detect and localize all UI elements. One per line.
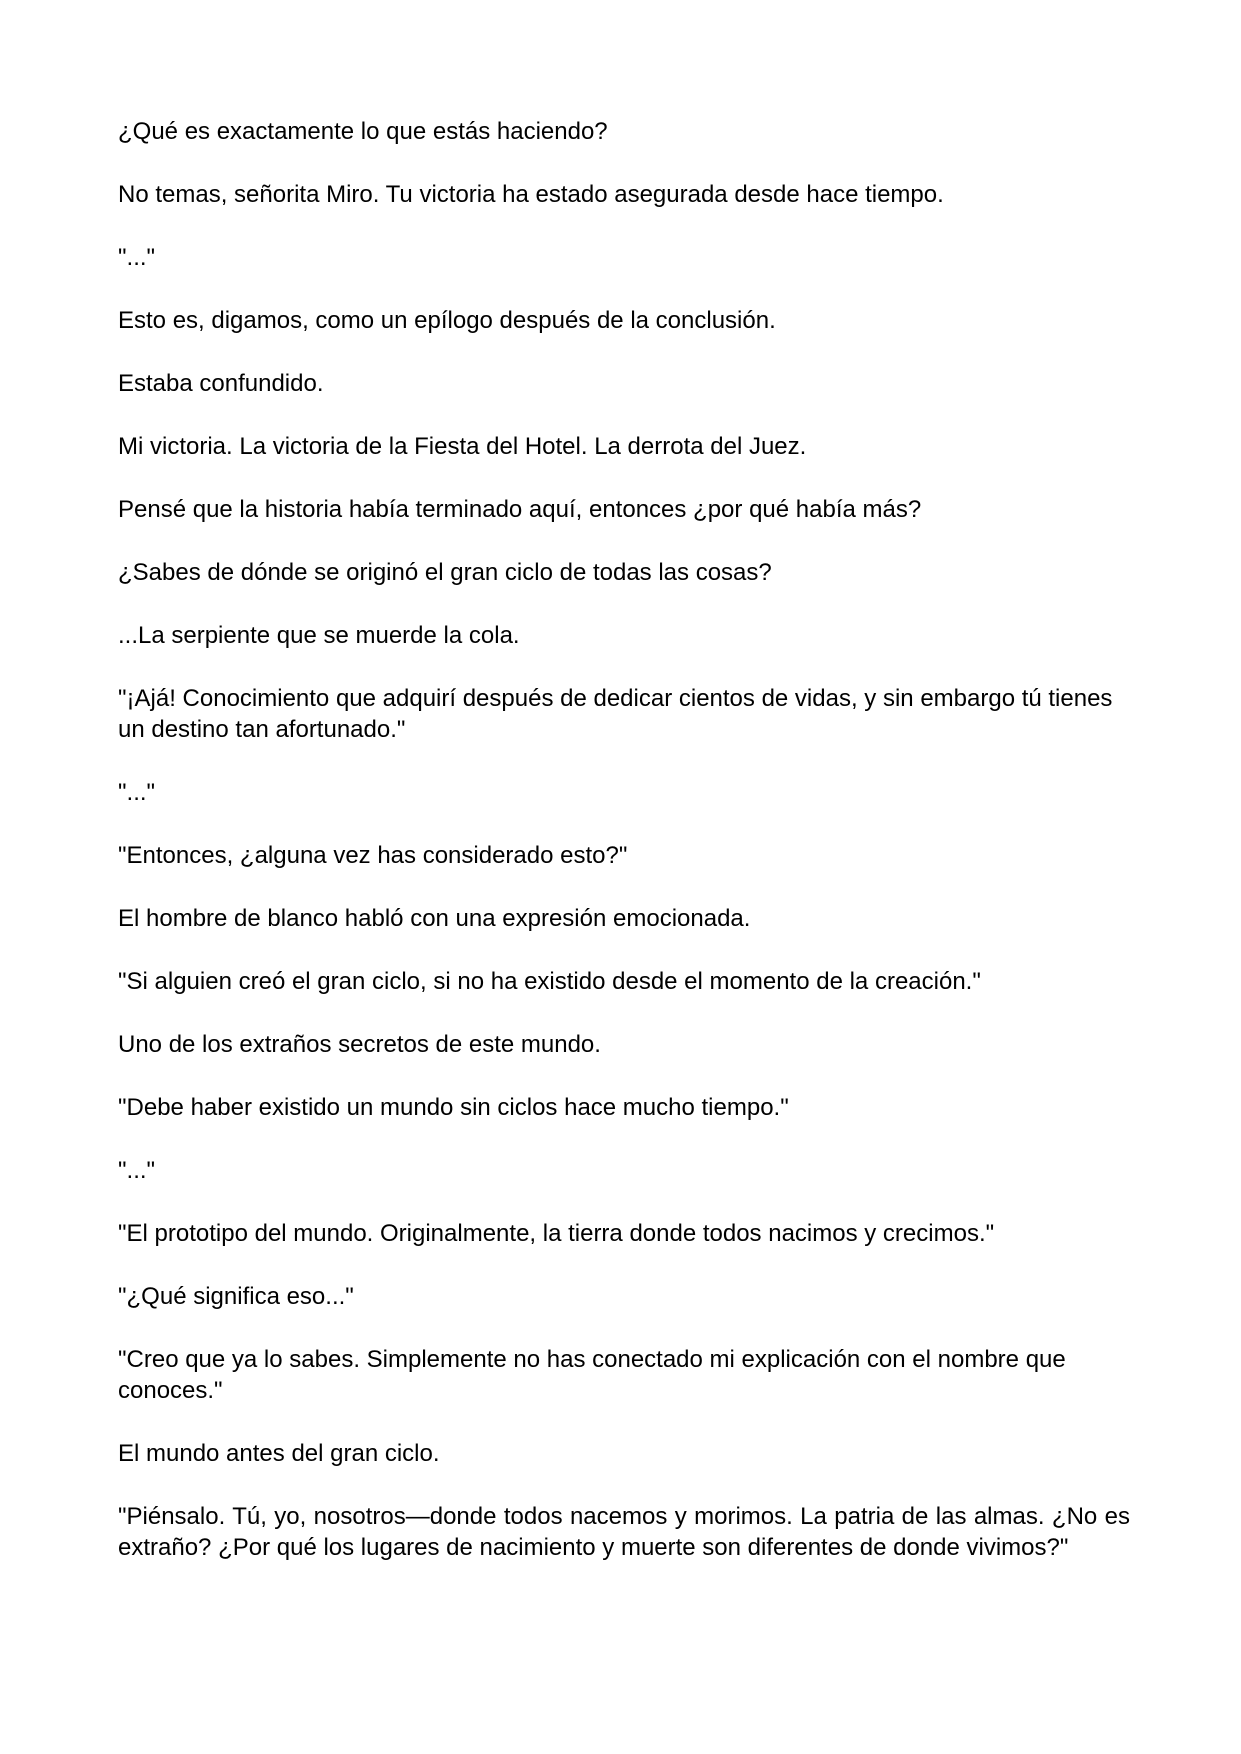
paragraph: No temas, señorita Miro. Tu victoria ha estado asegurada desde hace tiempo. [118,181,944,208]
paragraph: "Creo que ya lo sabes. Simplemente no has conectado mi explicación con el nombre que conoces." [118,1346,1066,1404]
paragraph: "..." [118,779,156,806]
paragraph: "El prototipo del mundo. Originalmente, la tierra donde todos nacimos y crecimos." [118,1220,995,1247]
paragraph: Pensé que la historia había terminado aquí, entonces ¿por qué había más? [118,496,922,523]
paragraph: Mi victoria. La victoria de la Fiesta del Hotel. La derrota del Juez. [118,433,807,460]
paragraph: Uno de los extraños secretos de este mundo. [118,1031,601,1058]
paragraph: "Entonces, ¿alguna vez has considerado esto?" [118,842,628,869]
paragraph: El hombre de blanco habló con una expresión emocionada. [118,905,751,932]
paragraph: "Debe haber existido un mundo sin ciclos hace mucho tiempo." [118,1094,789,1121]
paragraph: "¿Qué significa eso..." [118,1283,354,1310]
paragraph: "..." [118,1157,156,1184]
paragraph: "Piénsalo. Tú, yo, nosotros—donde todos nacemos y morimos. La patria de las almas. ¿No es extraño? ¿Por qué los lugares de nacimiento y muerte son diferentes de donde vivimos?" [118,1503,1130,1561]
paragraph: ¿Qué es exactamente lo que estás haciendo? [118,118,608,145]
paragraph: "..." [118,244,156,271]
paragraph: El mundo antes del gran ciclo. [118,1440,440,1467]
paragraph: "¡Ajá! Conocimiento que adquirí después de dedicar cientos de vidas, y sin embargo tú tienes un destino tan afortunado." [118,685,1113,743]
paragraph: ¿Sabes de dónde se originó el gran ciclo de todas las cosas? [118,559,772,586]
paragraph: Estaba confundido. [118,370,324,397]
paragraph: Esto es, digamos, como un epílogo después de la conclusión. [118,307,776,334]
paragraph: "Si alguien creó el gran ciclo, si no ha existido desde el momento de la creación." [118,968,981,995]
paragraph: ...La serpiente que se muerde la cola. [118,622,520,649]
document-body [118,116,1130,1595]
